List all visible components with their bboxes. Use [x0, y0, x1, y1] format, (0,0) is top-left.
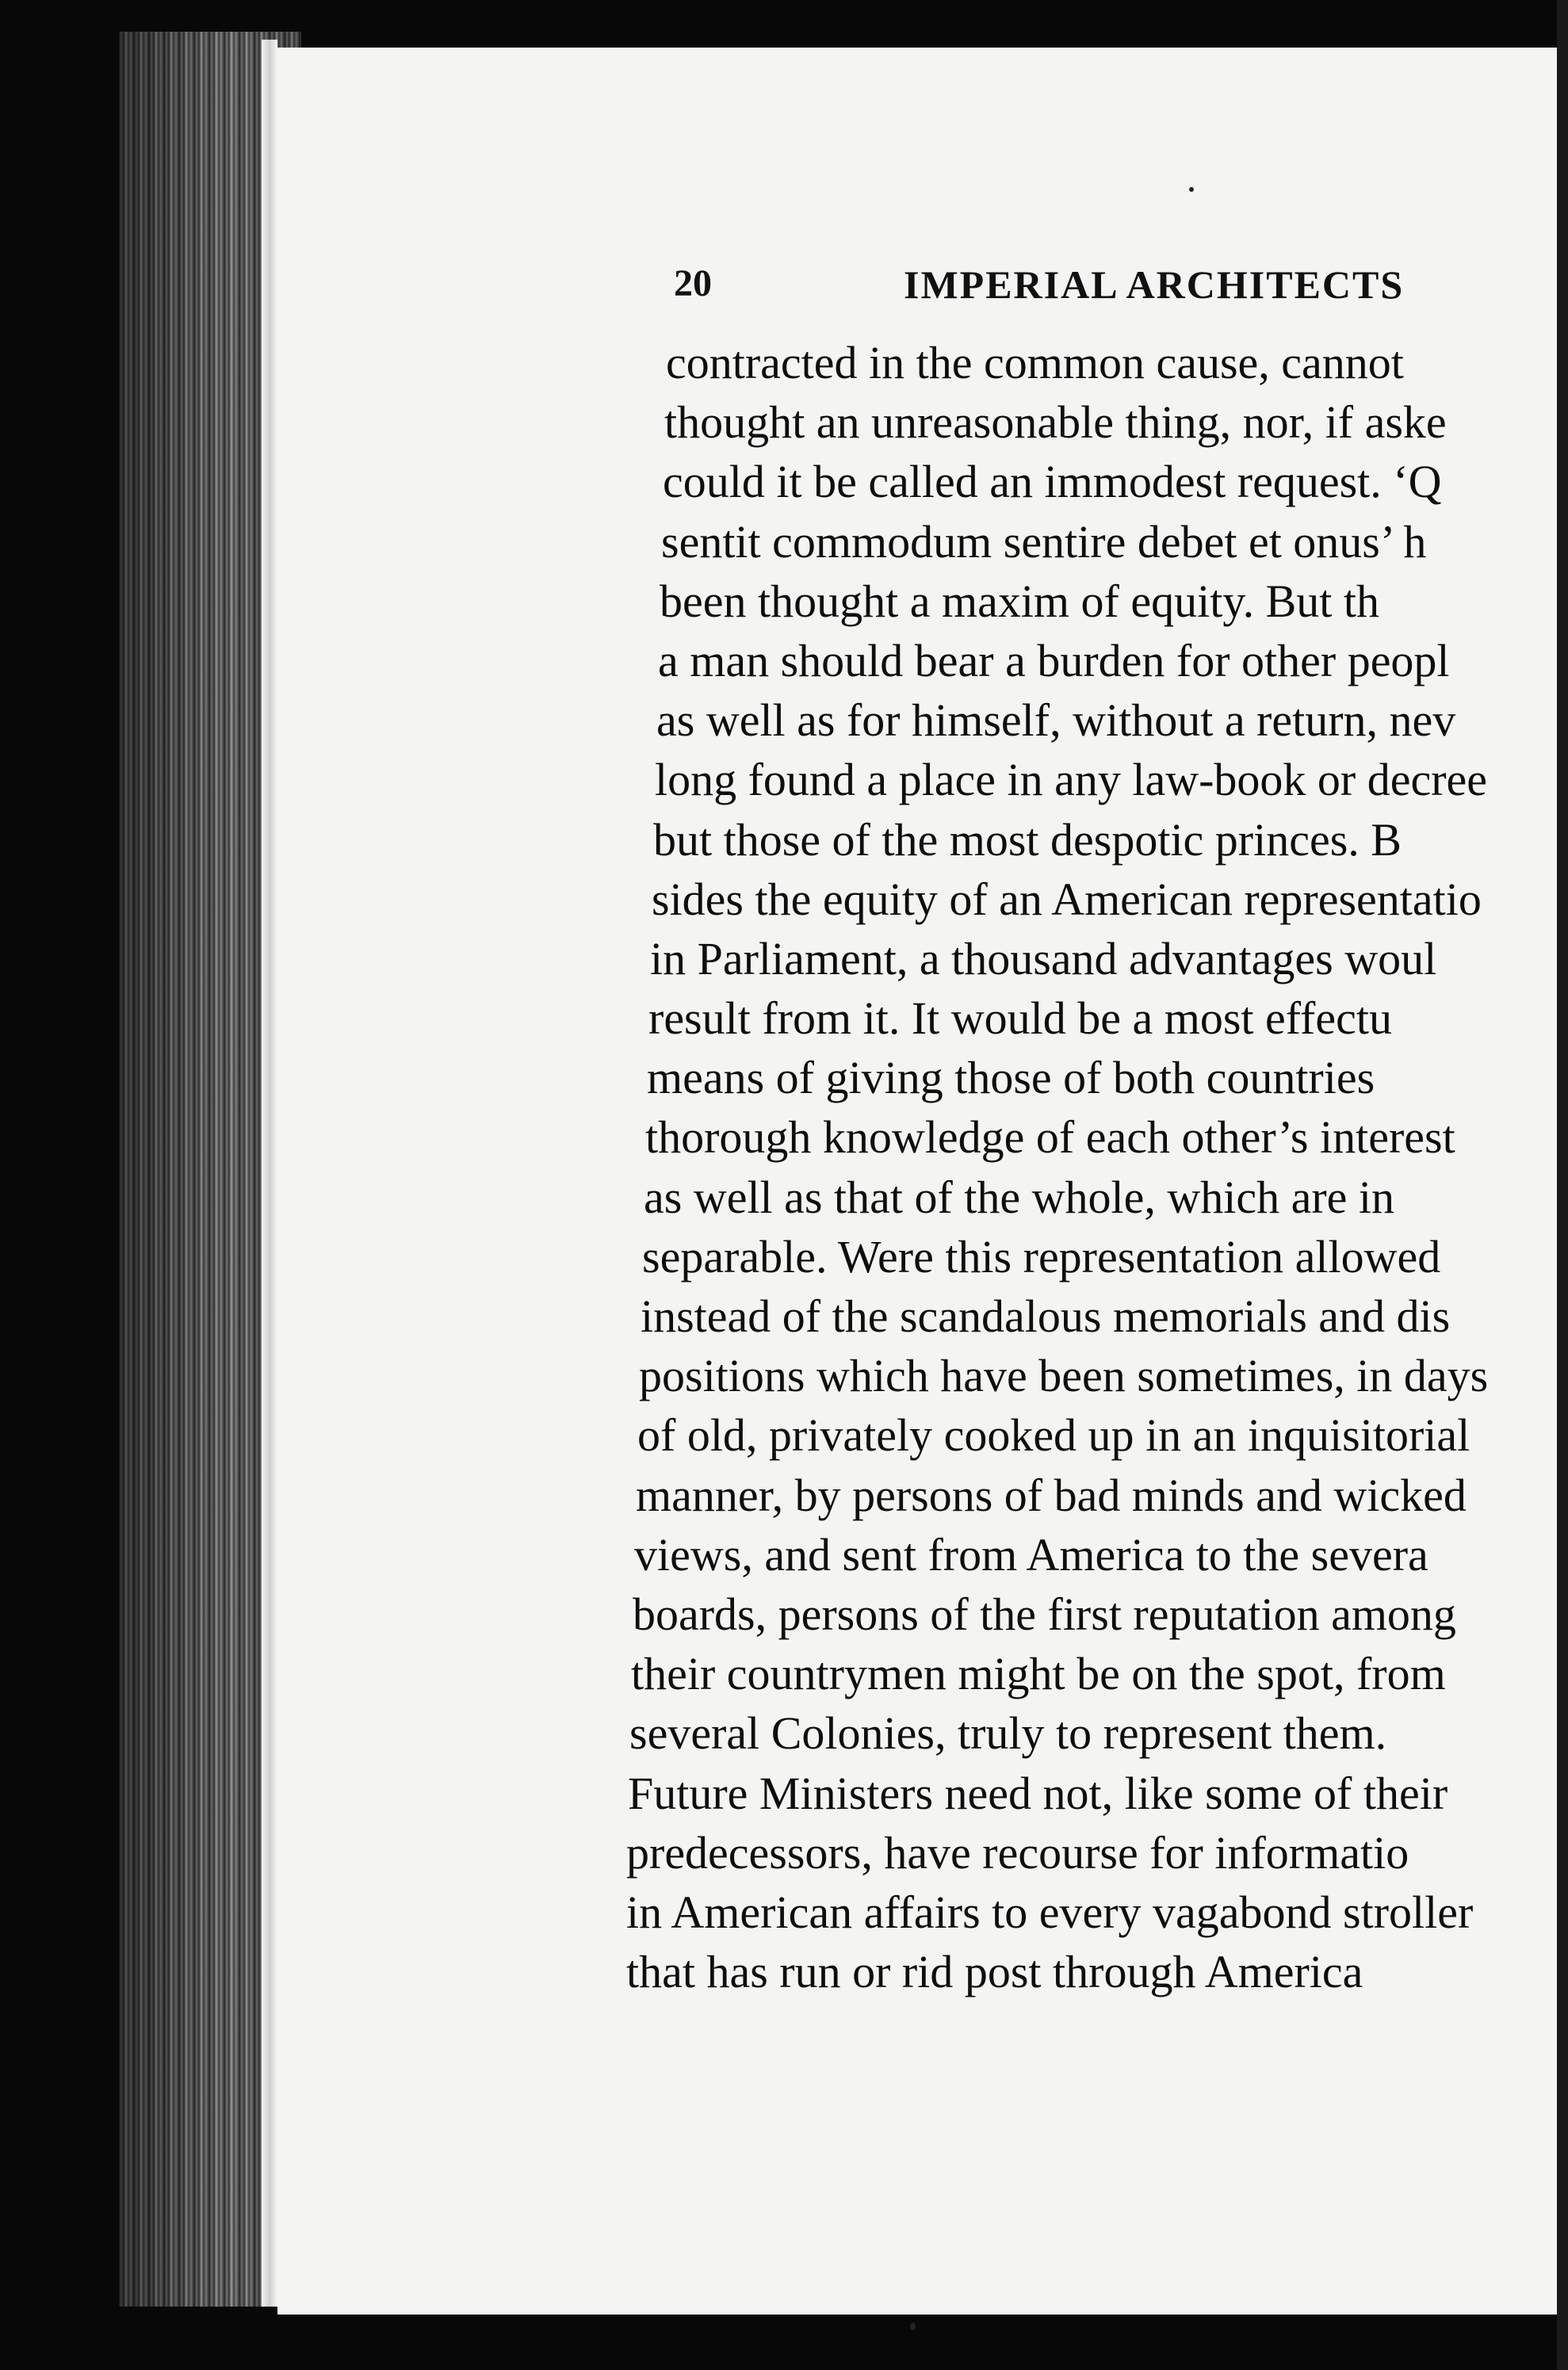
text-line: of old, privately cooked up in an inquisitorial: [637, 1409, 1470, 1462]
text-line: thought an unreasonable thing, nor, if aske: [664, 396, 1447, 449]
text-line: but those of the most despotic princes. B: [653, 813, 1402, 866]
text-line: in Parliament, a thousand advantages woul: [650, 932, 1437, 984]
text-line: predecessors, have recourse for informatio: [626, 1826, 1409, 1879]
text-line: as well as that of the whole, which are in: [644, 1171, 1395, 1223]
text-line: their countrymen might be on the spot, from: [631, 1648, 1446, 1700]
page-number: 20: [674, 262, 712, 304]
text-line: views, and sent from America to the severa: [634, 1528, 1428, 1581]
text-line: contracted in the common cause, cannot: [666, 337, 1404, 388]
text-line: a man should bear a burden for other peopl: [658, 634, 1450, 686]
page-header: [674, 262, 1546, 309]
text-line: boards, persons of the first reputation among: [633, 1588, 1456, 1640]
dust-speck: [1189, 187, 1194, 192]
text-line: Future Ministers need not, like some of their: [628, 1767, 1448, 1819]
running-title: IMPERIAL ARCHITECTS: [904, 262, 1405, 307]
text-line: result from it. It would be a most effectu: [648, 992, 1392, 1045]
body-text: [626, 333, 1568, 2001]
text-line: been thought a maxim of equity. But th: [660, 575, 1379, 627]
text-line: instead of the scandalous memorials and dis: [641, 1290, 1451, 1342]
text-line: thorough knowledge of each other’s interest: [645, 1111, 1455, 1164]
text-line: means of giving those of both countries: [647, 1052, 1375, 1104]
text-line: positions which have been sometimes, in days: [639, 1350, 1489, 1402]
text-line: in American affairs to every vagabond stroller: [626, 1886, 1474, 1938]
text-line: as well as for himself, without a return, nev: [656, 694, 1456, 747]
text-line: could it be called an immodest request. ‘Q: [663, 456, 1442, 508]
text-line: separable. Were this representation allowed: [642, 1230, 1441, 1282]
text-line: that has run or rid post through America: [626, 1946, 1363, 1998]
dust-speck: [910, 2322, 916, 2330]
text-line: several Colonies, truly to represent them.: [629, 1707, 1387, 1760]
text-line: long found a place in any law-book or decree: [655, 754, 1488, 806]
text-line: sides the equity of an American representatio: [652, 873, 1482, 925]
text-line: sentit commodum sentire debet et onus’ h: [661, 515, 1427, 568]
page-edge: [262, 40, 277, 2307]
text-line: manner, by persons of bad minds and wicked: [636, 1469, 1467, 1521]
